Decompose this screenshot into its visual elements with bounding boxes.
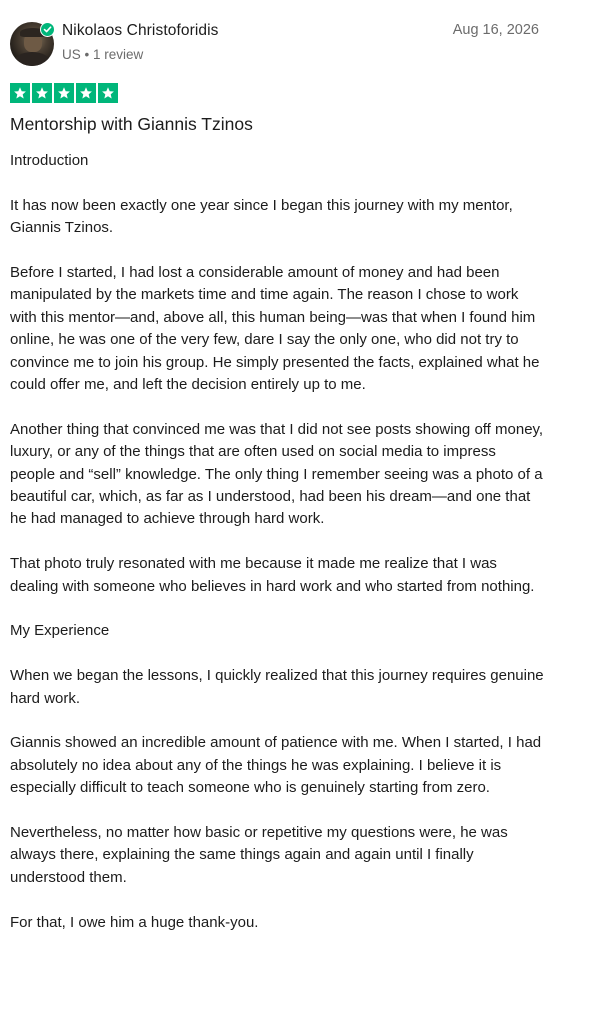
avatar-shoulders xyxy=(14,52,50,66)
review-paragraph: Introduction xyxy=(10,152,89,169)
meta-separator: • xyxy=(84,47,90,62)
review-body xyxy=(10,150,545,956)
check-badge-icon xyxy=(40,22,55,37)
review-paragraph: Another thing that convinced me was that I did not see posts showing off money, luxury, or any of the things that are often used on social media to impress people and “sell” knowledge. The only thing I remember seeing was a photo of a beautiful car, which, as far as I understood, had been his dream—and one that he had managed to achieve through hard work. xyxy=(10,420,544,528)
star-rating xyxy=(10,83,118,103)
review-paragraph: For that, I owe him a huge thank-you. xyxy=(10,913,259,931)
star-icon xyxy=(10,83,30,103)
reviewer-name[interactable]: Nikolaos Christoforidis xyxy=(62,22,219,39)
reviewer-review-count: 1 review xyxy=(93,47,144,62)
review-title[interactable]: Mentorship with Giannis Tzinos xyxy=(10,114,253,134)
review-paragraph: When we began the lessons, I quickly realized that this journey requires genuine hard work. xyxy=(10,667,544,707)
star-icon xyxy=(98,83,118,103)
star-icon xyxy=(54,83,74,103)
review-header xyxy=(10,18,545,70)
reviewer-country: US xyxy=(62,47,81,62)
review-paragraph: That photo truly resonated with me because it made me realize that I was dealing with someone who believes in hard work and who started from nothing. xyxy=(10,555,535,595)
review-paragraph: My Experience xyxy=(10,622,110,640)
review-card xyxy=(10,18,545,931)
star-icon xyxy=(32,83,52,103)
review-paragraph: Before I started, I had lost a considerable amount of money and had been manipulated by the markets time and time again. The reason I chose to work with this mentor—and, above all, this human being—was that when I found him online, he was one of the very few, dare I say the only one, who did not try to convince me to join his group. He simply presented the facts, explained what he could offer me, and left the decision entirely up to me. xyxy=(10,264,540,394)
review-date: Aug 16, 2026 xyxy=(452,22,539,38)
review-paragraph: Nevertheless, no matter how basic or repetitive my questions were, he was always there, explaining the same things again and again until I finally understood them. xyxy=(10,824,508,886)
reviewer-meta xyxy=(62,47,143,62)
star-icon xyxy=(76,83,96,103)
review-paragraph: Giannis showed an incredible amount of patience with me. When I started, I had absolutely no idea about any of the things he was explaining. I believe it is especially difficult to teach someone who is genuinely starting from zero. xyxy=(10,734,542,797)
review-paragraph: It has now been exactly one year since I began this journey with my mentor, Giannis Tzinos. xyxy=(10,196,513,237)
